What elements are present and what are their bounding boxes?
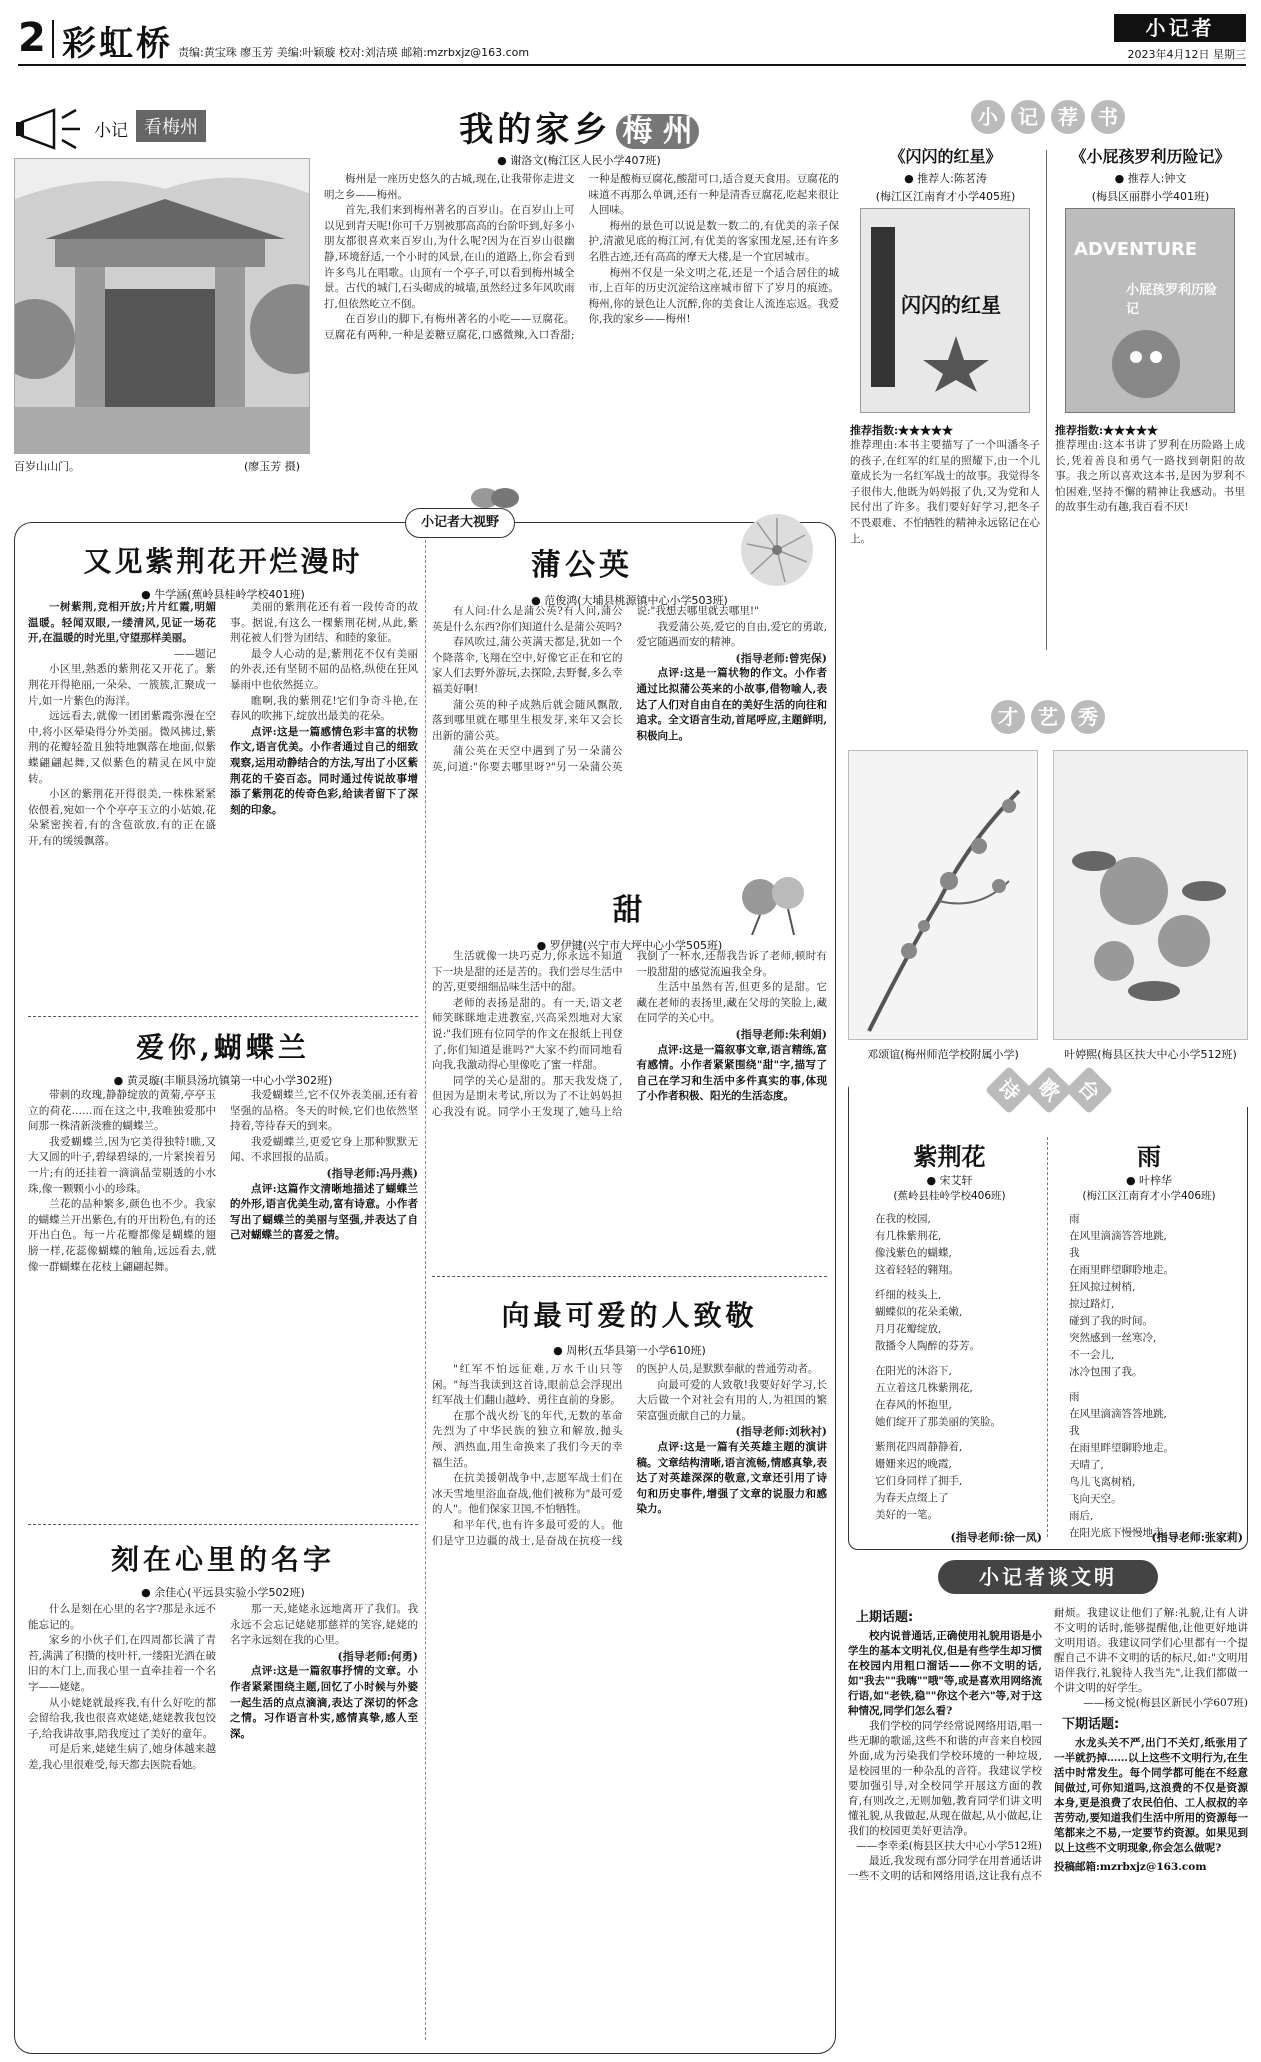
header-char: 秀 bbox=[1071, 700, 1105, 734]
paragraph: 梅州不仅是一朵文明之花,还是一个适合居住的城市,上百年的历史沉淀给这座城市留下了岁月的痕迹。梅州,你的景色让人沉醉,你的美食让人流连忘返。我爱你,我的家乡——梅州! bbox=[588, 266, 839, 326]
paragraph: 什么是刻在心里的名字?那是永远不能忘记的。 bbox=[28, 1603, 216, 1631]
book-school: (梅江区江南育才小学405班) bbox=[875, 190, 1016, 203]
section-view-meizhou bbox=[14, 100, 839, 485]
paragraph: 我爱蝴蝶兰,因为它美得独特!瞧,又大又圆的叶子,碧绿碧绿的,一片紧挨着另一片;有的还挂着一滴滴晶莹剔透的小水珠,像一颗颗小小的珍珠。 bbox=[28, 1135, 216, 1195]
books-header bbox=[848, 100, 1248, 134]
header-char: 诗 bbox=[985, 1066, 1033, 1114]
poem-lines bbox=[857, 1211, 1042, 1524]
poem-line: 我 bbox=[1069, 1247, 1080, 1259]
poem-line: 雨 bbox=[1069, 1213, 1080, 1225]
paragraph: 带刺的玫瑰,静静绽放的黄菊,亭亭玉立的荷花……而在这之中,我唯独爱那中间那一株清新淡雅的蝴蝶兰。 bbox=[28, 1089, 216, 1133]
book-reason: 推荐理由:这本书讲了罗利在历险路上成长,凭着善良和勇气一路找到朝阳的故事。我之所以喜欢这本书,是因为罗利不怕困难,坚持不懈的精神让我感动。书里的故事生动有趣,我百看不厌! bbox=[1055, 439, 1245, 514]
article-heroes bbox=[432, 1280, 827, 2045]
art-caption: 叶婷熙(梅县区扶大中心小学512班) bbox=[1064, 1048, 1237, 1061]
article-body bbox=[432, 604, 827, 879]
paragraph: 生活就像一块巧克力,你永远不知道下一块是甜的还是苦的。我们尝尽生活中的苦,更要细细品味生活中的甜。 bbox=[432, 950, 623, 994]
article-comment: 点评:这是一篇状物的作文。小作者通过比拟蒲公英来的小故事,借物喻人,表达了人们对自由自在的美好生活的向往和追求。全文语言生动,首尾呼应,主题鲜明,积极向上。 bbox=[636, 667, 827, 742]
poem-line: 在风里滴滴答答地跳, bbox=[1069, 1408, 1167, 1420]
poem-line: 在我的校园, bbox=[875, 1213, 931, 1225]
paragraph: 首先,我们来到梅州著名的百岁山。在百岁山上可以见到青天呢!你可千万别被那高高的台阶吓到,好多小朋友都很喜欢来百岁山,为什么呢?因为在百岁山很幽静,环境舒适,一个小时的风景,在山的道路上,你会看到许多鸟儿在唱歌。山顶有一个亭子,可以看到梅州城全景。古代的城门,石头砌成的城墙,虽然经过多年风吹雨打,但依然屹立不倒。 bbox=[324, 204, 575, 310]
book-cover-english: ADVENTURE bbox=[1074, 239, 1198, 260]
book-title: 《闪闪的红星》 bbox=[889, 147, 1002, 166]
poem-line: 她们绽开了那美丽的笑脸。 bbox=[875, 1416, 1001, 1428]
civility-talk bbox=[848, 1560, 1248, 2055]
painting-plum bbox=[848, 750, 1038, 1040]
art-caption: 邓颂谊(梅州师范学校附属小学) bbox=[867, 1048, 1019, 1061]
article-author: ● 黄灵璇(丰顺县汤坑镇第一中心小学302班) bbox=[28, 1072, 418, 1088]
article-teacher: (指导老师:刘秋衬) bbox=[735, 1425, 827, 1439]
books-divider bbox=[1046, 150, 1047, 650]
poem-line bbox=[875, 1355, 1042, 1363]
paragraph: 小区里,熟悉的紫荆花又开花了。紫荆花开得艳丽,一朵朵、一簇簇,汇聚成一片,如一片紫色的海洋。 bbox=[28, 663, 216, 707]
poem-line: 雨 bbox=[1069, 1391, 1080, 1403]
article-teacher: (指导老师:曾宪保) bbox=[735, 651, 827, 665]
book-cover bbox=[1065, 208, 1235, 413]
paragraph: 美丽的紫荆花还有着一段传奇的故事。据说,有这么一棵紫荆花树,从此,紫荆花被人们誉为团结、和睦的象征。 bbox=[230, 601, 418, 645]
poem-author: ● 宋艾轩 bbox=[857, 1172, 1042, 1188]
issue-date: 2023年4月12日 星期三 bbox=[1127, 48, 1246, 61]
article-body bbox=[28, 1088, 418, 1518]
paragraph: 蒲公英的种子成熟后就会随风飘散,落到哪里就在哪里生根发芽,来年又会长出新的蒲公英。 bbox=[432, 698, 623, 742]
painting-peony bbox=[1053, 750, 1248, 1040]
article-title: 向最可爱的人致敬 bbox=[501, 1299, 758, 1332]
poem-line: 五立着这几株紫荆花, bbox=[875, 1382, 973, 1394]
mountain-gate-photo bbox=[14, 158, 310, 454]
article-sweet bbox=[432, 885, 827, 1275]
poem-card bbox=[1055, 1137, 1243, 1542]
book-recommendations bbox=[848, 100, 1248, 655]
civility-body bbox=[848, 1606, 1248, 2054]
article-author: ● 谢洛文(梅江区人民小学407班) bbox=[344, 152, 814, 168]
book-recommender: ● 推荐人:陈茗涛 bbox=[848, 170, 1043, 186]
article-comment: 点评:这是一篇有关英雄主题的演讲稿。文章结构清晰,语言流畅,情感真挚,表达了对英雄深深的敬意,文章还引用了诗句和历史事件,增强了文章的说服力和感染力。 bbox=[636, 1440, 827, 1516]
book-cover-title: 小屁孩罗利历险记 bbox=[1126, 283, 1218, 317]
poem-line: 在阳光底下慢慢地走。 bbox=[1069, 1527, 1174, 1539]
book-title: 《小屁孩罗利历险记》 bbox=[1070, 147, 1231, 166]
page-number: 2 bbox=[18, 15, 46, 61]
book-school: (梅县区丽群小学401班) bbox=[1091, 190, 1210, 203]
poem-line bbox=[1069, 1381, 1243, 1389]
section-divider bbox=[28, 1524, 418, 1525]
poem-teacher: (指导老师:徐一凤) bbox=[950, 1531, 1042, 1544]
article-author: ● 余佳心(平远县实验小学502班) bbox=[28, 1584, 418, 1600]
article-body bbox=[28, 1602, 418, 2046]
poem-line bbox=[875, 1431, 1042, 1439]
paragraph: 小区的紫荆花开得很美,一株株紧紧依偎着,宛如一个个亭亭玉立的小姑娘,花朵紧密挨着,有的含苞欲放,有的正在盛开,有的缓缓飘落。 bbox=[28, 788, 216, 847]
photo-credit: (廖玉芳 摄) bbox=[244, 460, 301, 473]
book-rating: 推荐指数:★★★★★ bbox=[850, 424, 954, 437]
submission-email: 投稿邮箱:mzrbxjz@163.com bbox=[1054, 1861, 1207, 1873]
book-card bbox=[1053, 144, 1248, 654]
header-char: 艺 bbox=[1031, 700, 1065, 734]
article-author: ● 周彬(五华县第一小学610班) bbox=[432, 1342, 827, 1358]
poem-card bbox=[857, 1137, 1042, 1524]
article-author: ● 范俊鸿(大埔县桃源镇中心小学503班) bbox=[432, 592, 827, 608]
poem-line: 在雨里畔望聊聆地走。 bbox=[1069, 1442, 1174, 1454]
article-title: 刻在心里的名字 bbox=[110, 1543, 335, 1576]
paragraph: 家乡的小伙子们,在四周都长满了青苔,满满了积攒的枝叶杆,一缕阳光洒在破旧的木门上,而我心里一直牵挂着一个名字——姥姥。 bbox=[28, 1634, 216, 1693]
poem-line: 鸟儿飞离树梢, bbox=[1069, 1476, 1136, 1488]
poem-line: 掠过路灯, bbox=[1069, 1298, 1115, 1310]
poem-school: (蕉岭县桂岭学校406班) bbox=[893, 1190, 1006, 1202]
poem-line: 突然感到一丝寒冷, bbox=[1069, 1332, 1157, 1344]
article-title-highlight: 梅 州 bbox=[616, 114, 698, 149]
epigraph-credit: ——题记 bbox=[174, 647, 216, 660]
photo-caption: 百岁山山门。 bbox=[14, 460, 80, 473]
poem-line: 像浅紫色的蝴蝶, bbox=[875, 1247, 952, 1259]
poem-line: 这着轻轻的翱翔。 bbox=[875, 1264, 959, 1276]
article-body bbox=[432, 1362, 827, 2042]
poem-author: ● 叶梓华 bbox=[1055, 1172, 1243, 1188]
civility-reply: 我们学校的同学经常说网络用语,唱一些无聊的歌谣,这些不和谐的声音来自校园外面,成为污染我们学校环境的一种垃圾,是校园里的一种杂乱的音符。我建议学校要加强引导,对全校同学开展这方面的教育,有则改之,无则加勉,教育同学们讲文明懂礼貌,从我做起,从现在做起,从小做起,让我们的校园更美好更洁净。 bbox=[848, 1720, 1042, 1837]
paragraph: 和平年代,也有许多最可爱的人。他们是守卫边疆的战士,是奋战在抗疫一线的医护人员,是默默奉献的普通劳动者。 bbox=[432, 1363, 819, 1547]
article-teacher: (指导老师:何勇) bbox=[337, 1649, 418, 1663]
poem-line: 紫荆花四周静静着, bbox=[875, 1441, 963, 1453]
poem-school: (梅江区江南育才小学406班) bbox=[1082, 1190, 1216, 1202]
article-comment: 点评:这篇作文清晰地描述了蝴蝶兰的外形,语言优美生动,富有诗意。小作者写出了蝴蝶兰的美丽与坚强,并表达了自己对蝴蝶兰的喜爱之情。 bbox=[230, 1182, 418, 1242]
article-title: 甜 bbox=[612, 893, 647, 928]
article-title bbox=[344, 102, 814, 151]
header-char: 小 bbox=[971, 100, 1005, 134]
butterfly-icon bbox=[470, 486, 520, 510]
dandelion-icon bbox=[737, 510, 817, 590]
poem-line: 在风里滴滴答答地跳, bbox=[1069, 1230, 1167, 1242]
megaphone-icon bbox=[14, 104, 84, 154]
paragraph: 梅州是一座历史悠久的古城,现在,让我带你走进文明之乡——梅州。 bbox=[324, 173, 575, 201]
paragraph: 在抗美援朝战争中,志愿军战士们在冰天雪地里浴血奋战,他们被称为"最可爱的人"。他们保家卫国,不怕牺牲。 bbox=[432, 1472, 623, 1516]
poem-line: 纤细的枝头上, bbox=[875, 1289, 942, 1301]
paragraph: 那一天,姥姥永远地离开了我们。我永远不会忘记姥姥那慈祥的笑容,姥姥的名字永远刻在我的心里。 bbox=[230, 1603, 418, 1647]
poem-line: 在春风的怀抱里, bbox=[875, 1399, 952, 1411]
credits: 责编:黄宝珠 廖玉芳 美编:叶颖璇 校对:刘洁瑛 邮箱:mzrbxjz@163.com bbox=[178, 46, 530, 59]
header-char: 记 bbox=[1011, 100, 1045, 134]
article-title-text: 我的家乡 bbox=[459, 110, 612, 150]
paragraph: "红军不怕远征难,万水千山只等闲。"每当我读到这首诗,眼前总会浮现出红军战士们翻山越岭、勇往直前的身影。 bbox=[432, 1363, 623, 1407]
article-teacher: (指导老师:朱利娟) bbox=[735, 1027, 827, 1041]
poem-line: 狂风掠过树梢, bbox=[1069, 1281, 1136, 1293]
article-butterfly-orchid bbox=[28, 1020, 418, 1520]
paragraph: 我爱蝴蝶兰,更爱它身上那种默默无闻、不求回报的品质。 bbox=[230, 1135, 418, 1164]
article-dandelion bbox=[432, 540, 827, 880]
article-author: ● 罗伊键(兴宁市大坪中心小学505班) bbox=[432, 937, 827, 953]
masthead-divider bbox=[52, 20, 54, 58]
masthead bbox=[18, 14, 1246, 66]
paragraph: 瞧啊,我的紫荆花!它们争奇斗艳,在春风的吹拂下,绽放出最美的花朵。 bbox=[230, 694, 418, 723]
book-recommender: ● 推荐人:钟文 bbox=[1053, 170, 1248, 186]
poem-line: 美好的一笔。 bbox=[875, 1509, 938, 1521]
paragraph: 梅州的景色可以说是数一数二的,有优美的亲子保护,清澈见底的梅江河,有优美的客家围龙屋,还有许多名胜古迹,还有高高的摩天大楼,是一个宜居城市。 bbox=[588, 219, 839, 263]
book-cover bbox=[860, 208, 1030, 413]
poem-line: 姗姗来迟的晚霞, bbox=[875, 1458, 952, 1470]
article-teacher: (指导老师:冯丹燕) bbox=[326, 1166, 418, 1180]
poem-line: 冰冷包围了我。 bbox=[1069, 1366, 1143, 1378]
poem-lines bbox=[1055, 1211, 1243, 1542]
poem-line: 在阳光的沐浴下, bbox=[875, 1365, 952, 1377]
paragraph: 在那个战火纷飞的年代,无数的革命先烈为了中华民族的独立和解放,抛头颅、洒热血,用生命换来了我们今天的幸福生活。 bbox=[432, 1409, 623, 1469]
lower-topic-label: 下期话题: bbox=[1062, 1717, 1120, 1732]
paragraph: 兰花的品种繁多,颜色也不少。我家的蝴蝶兰开出紫色,有的开出粉色,有的还开出白色。每一片花瓣都像是蝴蝶的翅膀一样,花蕊像蝴蝶的触角,远远看去,就像一群蝴蝶在花枝上翩翩起舞。 bbox=[28, 1198, 216, 1273]
article-title: 蒲公英 bbox=[531, 548, 633, 583]
article-body bbox=[324, 172, 839, 472]
poem-line: 在雨里畔望聊聆地走。 bbox=[1069, 1264, 1174, 1276]
article-name-in-heart bbox=[28, 1528, 418, 2048]
article-body bbox=[432, 949, 827, 1274]
article-comment: 点评:这是一篇叙事抒情的文章。小作者紧紧围绕主题,回忆了小时候与外婆一起生活的点点滴滴,表达了深切的怀念之情。习作语言朴实,感情真挚,感人至深。 bbox=[230, 1665, 418, 1740]
lower-topic: 水龙头关不严,出门不关灯,纸张用了一半就扔掉……以上这些不文明行为,在生活中时常发生。每个同学都可能在不经意间做过,可你知道吗,这浪费的不仅是资源本身,更是浪费了农民伯伯、工人叔叔的辛苦劳动,要知道我们生活中所用的资源每一笔都来之不易,一定要节约资源。如果见到以上这些不文明现象,你会怎么做呢? bbox=[1054, 1737, 1248, 1854]
civility-reply: 最近,我发现有部分同学在用普通话讲一些不文明的话和网络用语,这让我有点不耐烦。我建议让他们了解:礼貌,让有人讲不文明的话时,能够提醒他,让他更好地讲文明用语。我建议同学们心里都有一个提醒自己不讲不文明的话的标尺,如:"文明用语伴我行,礼貌待人我当先",让我们都做一个讲文明的好学生。 bbox=[848, 1607, 1248, 1882]
article-zijing bbox=[28, 540, 418, 1020]
poem-line: 不一会儿, bbox=[1069, 1349, 1115, 1361]
article-title: 又见紫荆花开烂漫时 bbox=[83, 545, 363, 578]
article-comment: 点评:这是一篇叙事文章,语言精练,富有感情。小作者紧紧围绕"甜"字,描写了自己在学习和生活中多件真实的事,体现了小作者积极、阳光的生活态度。 bbox=[636, 1043, 827, 1103]
art-show bbox=[848, 700, 1248, 1080]
paragraph: 最令人心动的是,紫荆花不仅有美丽的外表,还有坚韧不屈的品格,纵使在狂风暴雨中也依然挺立。 bbox=[230, 647, 418, 691]
section-divider bbox=[432, 1276, 827, 1277]
paragraph: 向最可爱的人致敬!我要好好学习,长大后做一个对社会有用的人,为祖国的繁荣富强贡献自己的力量。 bbox=[636, 1378, 827, 1422]
header-char: 书 bbox=[1091, 100, 1125, 134]
civility-signature: ——杨文悦(梅县区新民小学607班) bbox=[1083, 1697, 1248, 1709]
civility-header: 小记者谈文明 bbox=[938, 1560, 1158, 1594]
paragraph: 远远看去,就像一团团紫霞弥漫在空中,将小区晕染得分外美丽。微风拂过,紫荆的花瓣轻盈且独特地飘落在地面,似紫蝶翩翩起舞,又似紫色的精灵在风中旋转。 bbox=[28, 710, 216, 785]
book-card bbox=[848, 144, 1043, 654]
paragraph: 在百岁山的脚下,有梅州著名的小吃——豆腐花。豆腐花有两种,一种是姜糖豆腐花,口感微辣,入口香甜;一种是酸梅豆腐花,酸甜可口,适合夏天食用。豆腐花的味道不再那么单调,还有一种是清香豆腐花,吃起来很让人回味。 bbox=[324, 173, 839, 341]
paragraph: 我爱蒲公英,爱它的自由,爱它的勇敢,爱它随遇而安的精神。 bbox=[636, 620, 827, 649]
article-title: 爱你,蝴蝶兰 bbox=[136, 1031, 310, 1064]
poem-title: 雨 bbox=[1137, 1142, 1161, 1171]
page-title: 彩虹桥 bbox=[62, 24, 173, 64]
paragraph: 可是后来,姥姥生病了,她身体越来越差,我心里很难受,每天都去医院看她。 bbox=[28, 1743, 216, 1771]
poem-line: 月月花瓣绽放, bbox=[875, 1323, 942, 1335]
article-body bbox=[28, 600, 418, 1018]
paragraph: 有人问:什么是蒲公英?有人问,蒲公英是什么东西?你们知道什么是蒲公英吗? bbox=[432, 605, 623, 633]
upper-topic-label: 上期话题: bbox=[856, 1610, 914, 1625]
poem-line: 天晴了, bbox=[1069, 1459, 1104, 1471]
civility-signature: ——李幸柔(梅县区扶大中心小学512班) bbox=[856, 1840, 1042, 1852]
poem-line: 飞向天空。 bbox=[1069, 1493, 1122, 1505]
section-tag-highlight: 看梅州 bbox=[136, 110, 206, 142]
poem-divider bbox=[1047, 1137, 1048, 1537]
brand-label: 小记者 bbox=[1114, 14, 1246, 42]
paragraph: 生活中虽然有苦,但更多的是甜。它藏在老师的表扬里,藏在父母的笑脸上,藏在同学的关心中。 bbox=[636, 981, 827, 1025]
header-char: 才 bbox=[991, 700, 1025, 734]
article-author: ● 牛学涵(蕉岭县桂岭学校401班) bbox=[28, 586, 418, 602]
section-tag-label: 小记 bbox=[94, 121, 128, 141]
poems-header bbox=[849, 1073, 1249, 1107]
poetry-stage bbox=[848, 1074, 1248, 1550]
paragraph: 从小姥姥就最疼我,有什么好吃的都会留给我,我也很喜欢姥姥,姥姥教我包饺子,给我讲故事,陪我度过了美好的童年。 bbox=[28, 1696, 216, 1740]
paragraph: 同学的关心是甜的。那天我发烧了,但因为是期末考试,所以为了不让妈妈担心我没有说。同学小王发现了,她马上给我倒了一杯水,还帮我告诉了老师,顿时有一股甜甜的感觉流遍我全身。 bbox=[432, 950, 827, 1118]
lollipop-icon bbox=[732, 875, 812, 935]
header-char: 歌 bbox=[1025, 1066, 1073, 1114]
book-rating: 推荐指数:★★★★★ bbox=[1055, 424, 1159, 437]
paragraph: 春风吹过,蒲公英满天都是,犹如一个个降落伞,飞翔在空中,好像它正在和它的家人们去野外游玩,去探险,去野餐,多么幸福美好啊! bbox=[432, 636, 623, 695]
section-divider bbox=[28, 1016, 418, 1017]
header-char: 台 bbox=[1065, 1066, 1113, 1114]
poem-line: 我 bbox=[1069, 1425, 1080, 1437]
header-char: 荐 bbox=[1051, 100, 1085, 134]
book-reason: 推荐理由:本书主要描写了一个叫潘冬子的孩子,在红军的红星的照耀下,由一个儿童成长为一名红军战士的故事。我觉得冬子很伟大,他既为妈妈报了仇,又为党和人民付出了许多。我们要好好学习,把冬子不畏艰难、不怕牺牲的精神永远铭记在心上。 bbox=[850, 439, 1040, 545]
poem-teacher: (指导老师:张家莉) bbox=[1151, 1531, 1243, 1544]
book-cover-title: 闪闪的红星 bbox=[901, 293, 1001, 317]
paragraph: 我爱蝴蝶兰,它不仅外表美丽,还有着坚强的品格。冬天的时候,它们也依然坚持着,等待春天的到来。 bbox=[230, 1089, 418, 1133]
paragraph: 蒲公英在天空中遇到了另一朵蒲公英,问道:"你要去哪里呀?"另一朵蒲公英说:"我想去哪里就去哪里!" bbox=[432, 605, 759, 773]
poem-line: 它们身同样了拥手, bbox=[875, 1475, 963, 1487]
article-comment: 点评:这是一篇感情色彩丰富的状物作文,语言优美。小作者通过自己的细致观察,运用动静结合的方法,写出了小区紫荆花的千姿百态。同时通过传说故事增添了紫荆花的传奇色彩,给读者留下了深刻的印象。 bbox=[230, 725, 418, 816]
feature-divider-vertical bbox=[425, 540, 426, 2040]
poem-line bbox=[875, 1279, 1042, 1287]
poem-title: 紫荆花 bbox=[913, 1142, 986, 1171]
poem-line: 有几株紫荆花, bbox=[875, 1230, 942, 1242]
feature-label: 小记者大视野 bbox=[405, 508, 515, 538]
article-epigraph: 一树紫荆,竞相开放;片片红霞,明媚温暖。轻闻双眼,一缕清风,见证一场花开,在温暖的时光里,守望那样美丽。 bbox=[28, 601, 216, 645]
paragraph: 老师的表扬是甜的。有一天,语文老师笑眯眯地走进教室,兴高采烈地对大家说:"我们班有位同学的作文在报纸上刊登了,你们知道是谁吗?"大家不约而同地看向我,我激动得心里像吃了蜜一样甜。 bbox=[432, 996, 623, 1072]
arts-header bbox=[848, 700, 1248, 734]
poem-line: 散播令人陶醉的芬芳。 bbox=[875, 1340, 980, 1352]
poem-line: 蝴蝶似的花朵柔嫩, bbox=[875, 1306, 963, 1318]
poem-line: 为春天点缀上了 bbox=[875, 1492, 949, 1504]
upper-topic: 校内说普通话,正确使用礼貌用语是小学生的基本文明礼仪,但是有些学生却习惯在校园内用粗口溜话——你不文明的话,如"我去""我嗨""哦"等,或是喜欢用网络流行语,如"老铁,稳""你这个老六"等,对于这种情况,同学们怎么看? bbox=[848, 1630, 1042, 1717]
poem-line: 碰到了我的时间。 bbox=[1069, 1315, 1153, 1327]
poem-line: 雨后, bbox=[1069, 1510, 1094, 1522]
